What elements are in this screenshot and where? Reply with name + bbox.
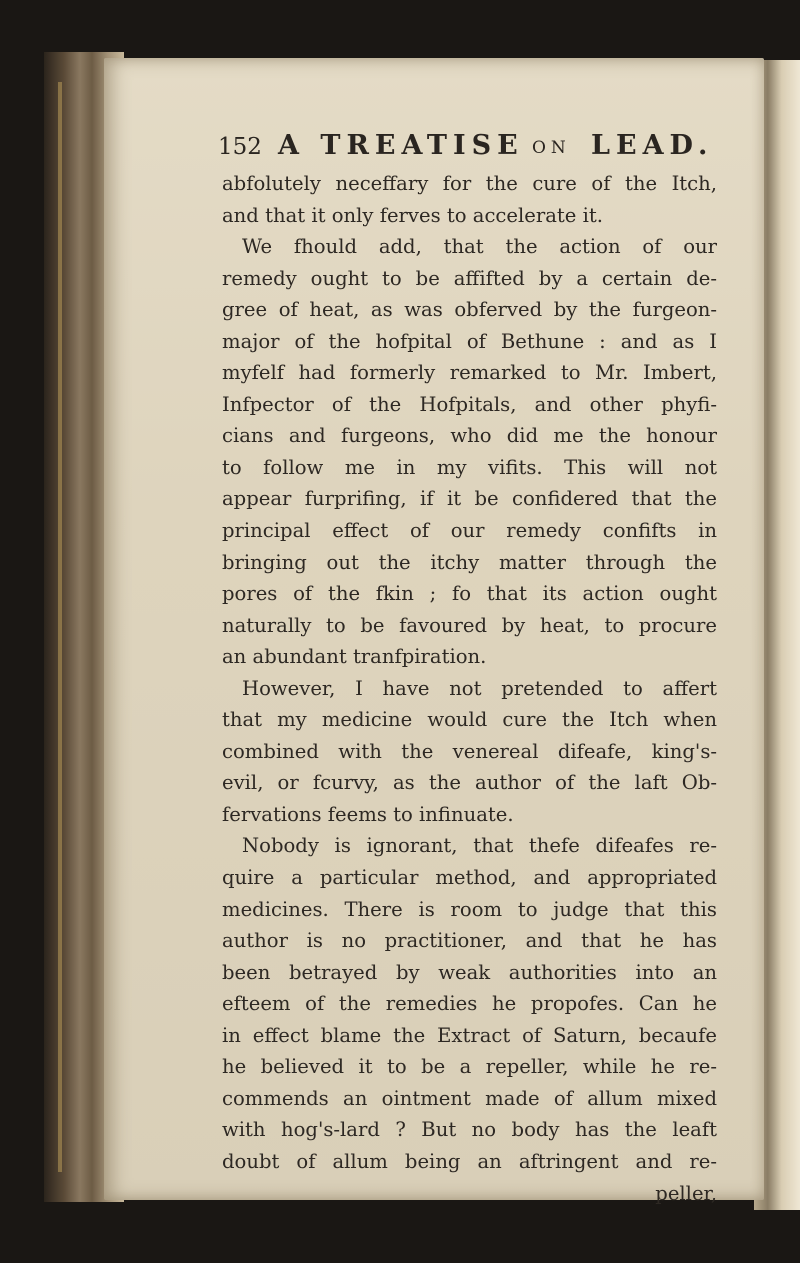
- body-text: [222, 168, 717, 1209]
- text-line: pores of the fkin ; fo that its action ought: [222, 582, 717, 606]
- text-line: that my medicine would cure the Itch when: [222, 708, 717, 732]
- text-line: evil, or fcurvy, as the author of the laft Ob-: [222, 771, 717, 795]
- text-line: However, I have not pretended to affert: [242, 676, 717, 700]
- text-line: gree of heat, as was obferved by the furgeon-: [222, 298, 717, 322]
- text-line: with hog's-lard ? But no body has the leaft: [222, 1118, 717, 1142]
- running-title-connector: ON: [532, 138, 571, 158]
- text-line: Infpector of the Hofpitals, and other phyfi-: [222, 392, 717, 416]
- text-line: naturally to be favoured by heat, to procure: [222, 613, 717, 637]
- text-line: in effect blame the Extract of Saturn, becaufe: [222, 1023, 717, 1047]
- page-number: 152: [218, 134, 262, 160]
- text-line: to follow me in my vifits. This will not: [222, 455, 717, 479]
- text-line: quire a particular method, and appropriated: [222, 866, 717, 890]
- text-line: peller,: [655, 1181, 717, 1205]
- text-line: author is no practitioner, and that he has: [222, 929, 717, 953]
- text-line: commends an ointment made of allum mixed: [222, 1086, 717, 1110]
- text-line: medicines. There is room to judge that this: [222, 897, 717, 921]
- running-title: A TREATISE: [278, 130, 524, 161]
- text-line: cians and furgeons, who did me the honour: [222, 424, 717, 448]
- text-line: remedy ought to be affifted by a certain de-: [222, 266, 717, 290]
- text-line: myfelf had formerly remarked to Mr. Imbert,: [222, 361, 717, 385]
- text-line: he believed it to be a repeller, while he re-: [222, 1055, 717, 1079]
- text-line: principal effect of our remedy confifts in: [222, 519, 717, 543]
- text-line: fervations feems to infinuate.: [222, 802, 514, 826]
- gilt-line: [58, 82, 62, 1172]
- text-line: and that it only ferves to accelerate it.: [222, 203, 603, 227]
- text-line: been betrayed by weak authorities into an: [222, 960, 717, 984]
- text-line: abfolutely neceffary for the cure of the Itch,: [222, 172, 717, 195]
- text-line: doubt of allum being an aftringent and re-: [222, 1149, 717, 1173]
- running-head: [218, 128, 714, 168]
- text-line: Nobody is ignorant, that thefe difeafes re-: [242, 834, 717, 858]
- text-line: appear furprifing, if it be confidered that the: [222, 487, 717, 511]
- running-title-subject: LEAD.: [591, 130, 714, 161]
- text-line: an abundant tranfpiration.: [222, 645, 487, 669]
- text-line: efteem of the remedies he propofes. Can he: [222, 992, 717, 1016]
- text-line: major of the hofpital of Bethune : and as I: [222, 329, 717, 353]
- text-line: We fhould add, that the action of our: [242, 235, 717, 259]
- text-line: combined with the venereal difeafe, king's-: [222, 739, 717, 763]
- text-line: bringing out the itchy matter through the: [222, 550, 717, 574]
